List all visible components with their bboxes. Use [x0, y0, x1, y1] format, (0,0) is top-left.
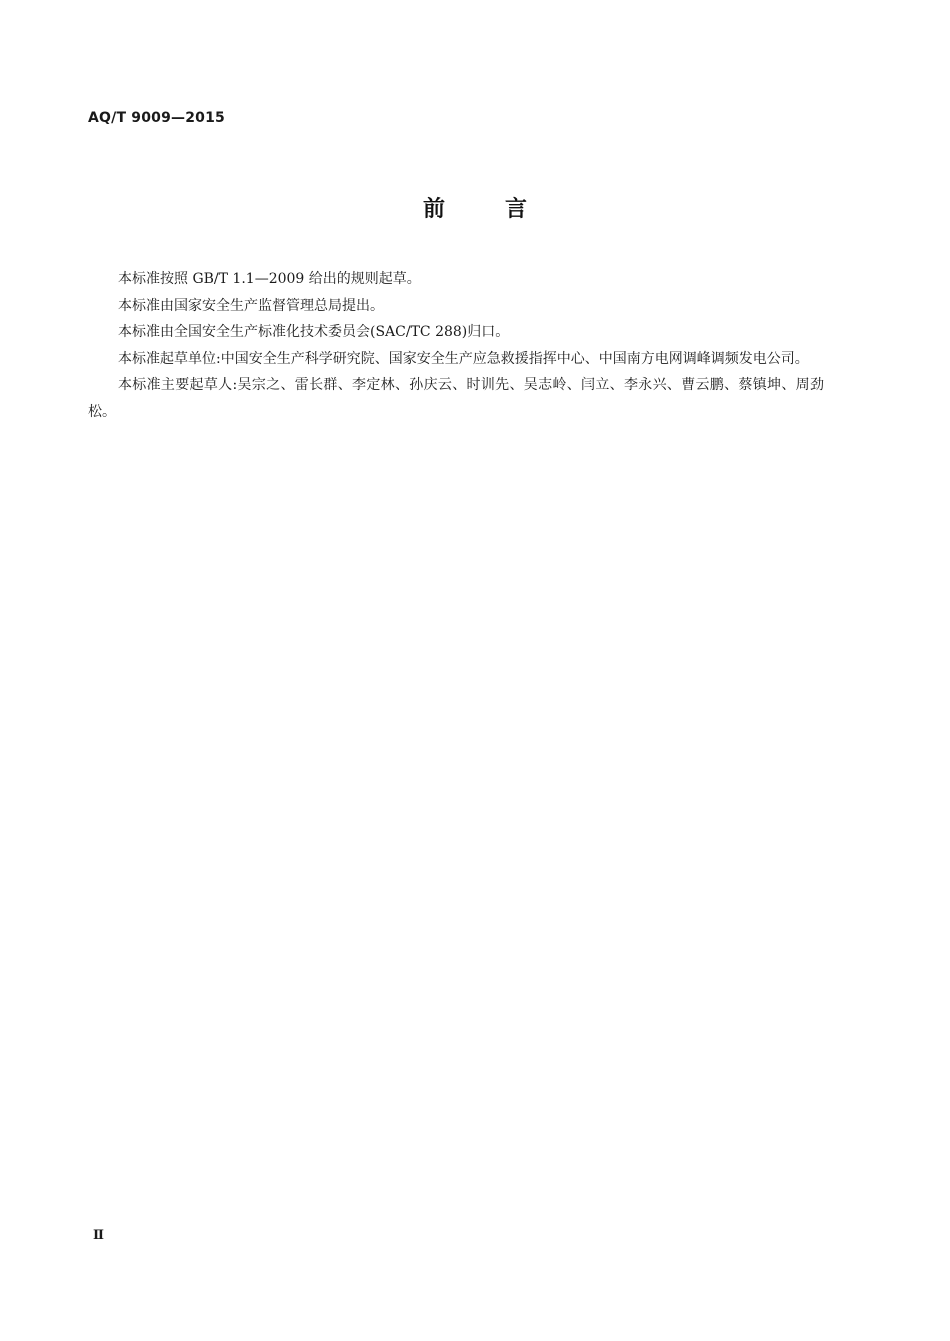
foreword-body: [88, 266, 824, 425]
drafting-organizations-paragraph: 本标准起草单位:中国安全生产科学研究院、国家安全生产应急救援指挥中心、中国南方电网调峰调频发电公司。: [118, 350, 809, 367]
centralized-unit-paragraph: 本标准由全国安全生产标准化技术委员会(SAC/TC 288)归口。: [118, 324, 510, 340]
drafting-rules-paragraph: 本标准按照 GB/T 1.1—2009 给出的规则起草。: [118, 271, 421, 287]
standard-number: AQ/T 9009—2015: [88, 110, 226, 126]
proposer-paragraph: 本标准由国家安全生产监督管理总局提出。: [118, 297, 384, 314]
page-number: Ⅱ: [93, 1228, 104, 1243]
drafters-paragraph: 本标准主要起草人:吴宗之、雷长群、李定林、孙庆云、时训先、吴志岭、闫立、李永兴、曹云鹏、蔡镇坤、周劲松。: [88, 377, 824, 420]
foreword-title: 前言: [422, 197, 587, 222]
